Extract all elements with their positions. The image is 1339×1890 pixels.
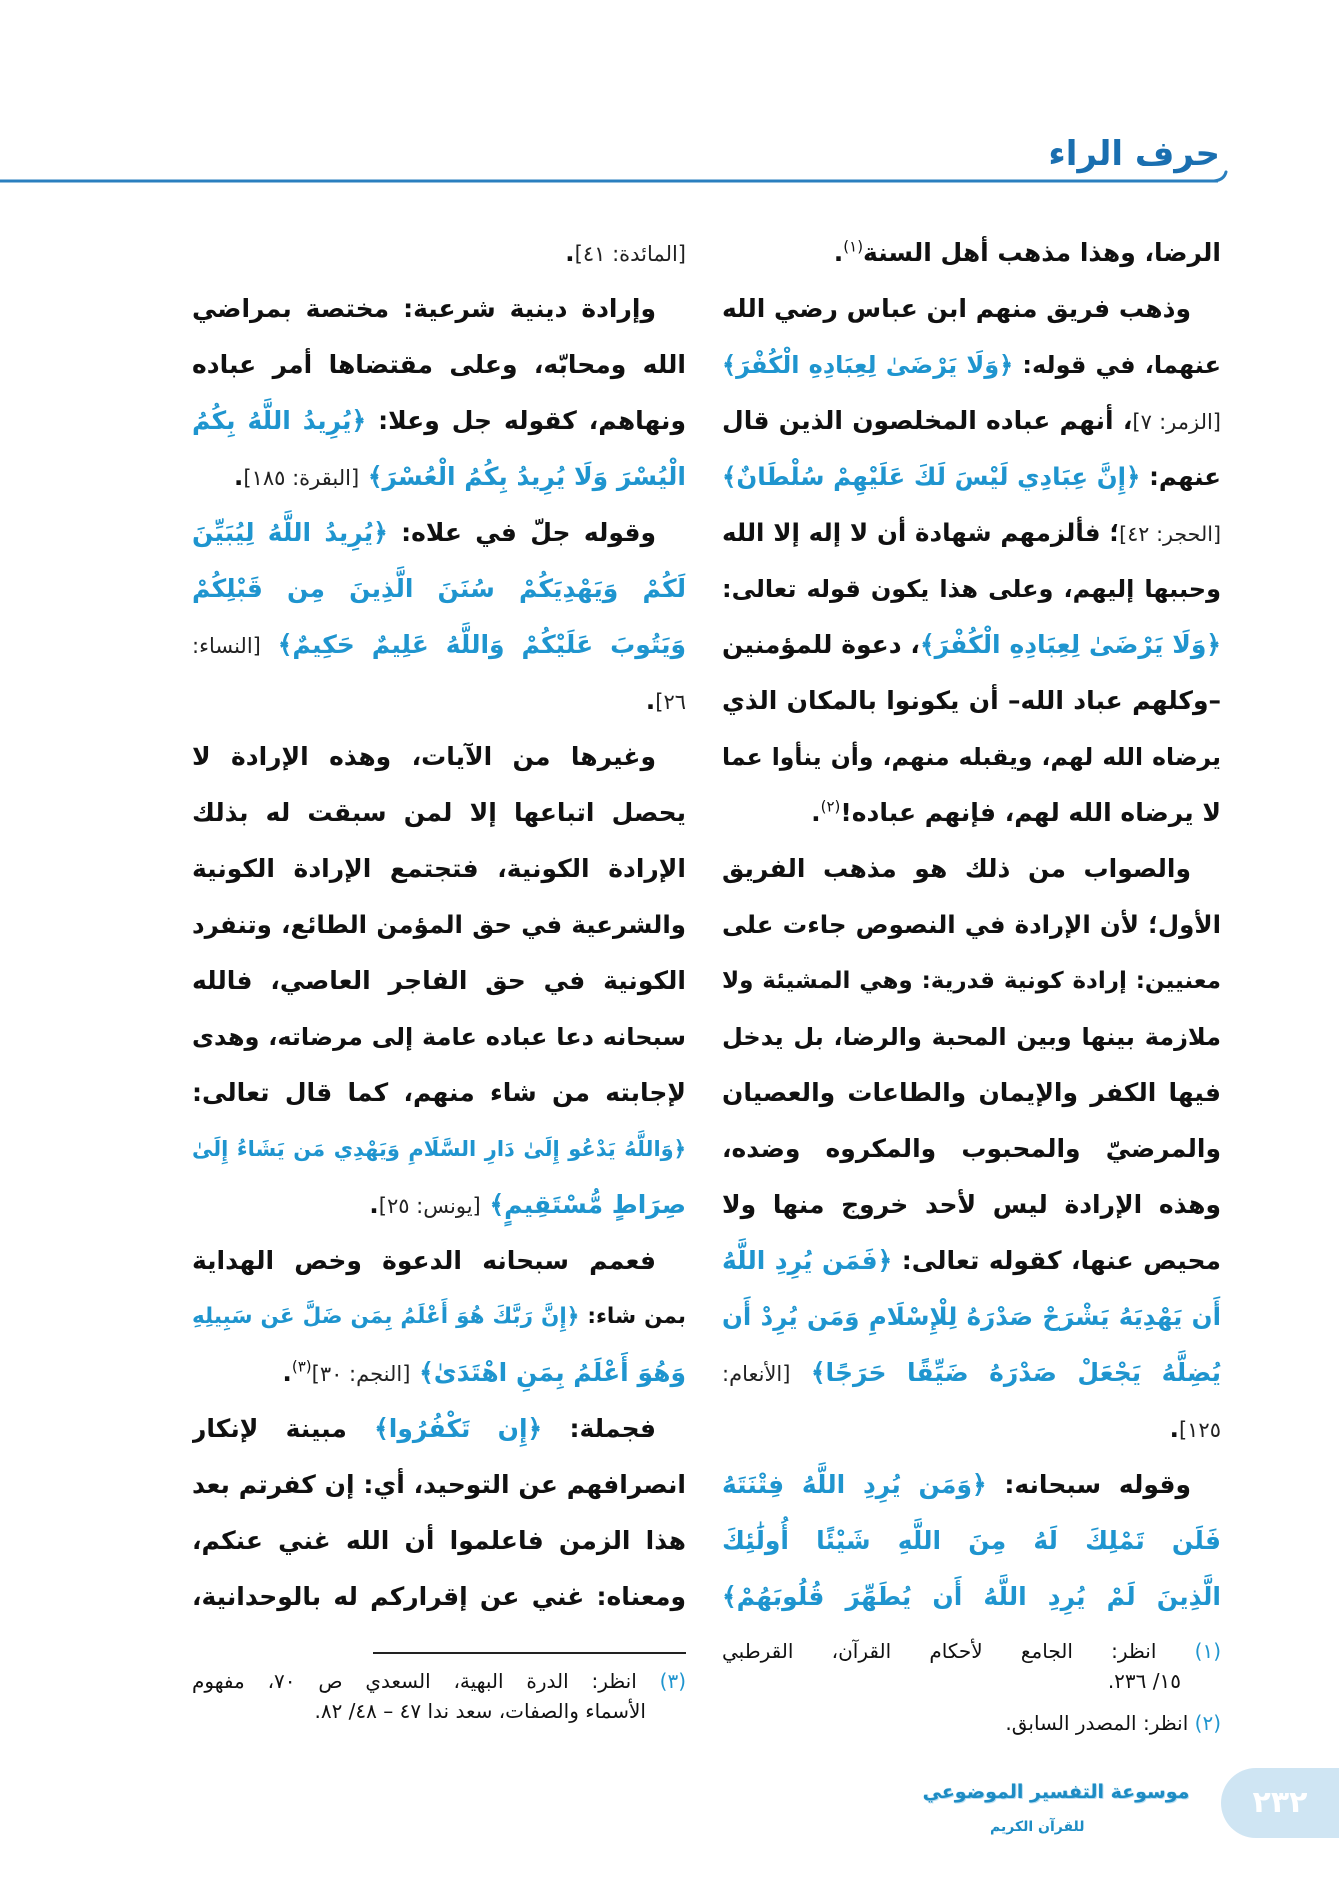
footnote (722, 1636, 1221, 1696)
paragraph (722, 225, 1221, 281)
body-text: هذا الزمن فاعلموا أن الله غني عنكم، (192, 1526, 686, 1555)
quran-verse: ﴿إِنَّ رَبَّكَ هُوَ أَعْلَمُ بِمَن ضَلَّ عَن سَبِيلِهِ (192, 1304, 580, 1329)
body-line (192, 729, 686, 785)
quran-verse: لَكُمْ وَيَهْدِيَكُمْ سُنَنَ الَّذِينَ مِن قَبْلِكُمْ (192, 574, 686, 603)
body-line (722, 1401, 1221, 1457)
body-line (192, 1513, 686, 1569)
body-line (722, 1233, 1221, 1289)
quran-verse: ﴿وَلَا يَرْضَىٰ لِعِبَادِهِ الْكُفْرَ﴾ (722, 351, 1014, 379)
quran-verse: الْيُسْرَ وَلَا يُرِيدُ بِكُمُ الْعُسْرَ﴾ (359, 462, 686, 491)
body-text: فعمم سبحانه الدعوة وخص الهداية (192, 1246, 656, 1275)
body-line (192, 1569, 686, 1625)
body-text: ، أنهم عباده المخلصون الذين قال (722, 406, 1133, 435)
body-text: وهذه الإرادة ليس لأحد خروج منها ولا (722, 1190, 1221, 1219)
body-text: عنهما، في قوله: (1013, 351, 1221, 379)
footnote (722, 1708, 1221, 1738)
body-line (722, 1569, 1221, 1625)
quran-verse: ﴿يُرِيدُ اللَّهُ لِيُبَيِّنَ (192, 518, 388, 547)
body-line (192, 393, 686, 449)
body-text: عنهم: (1140, 462, 1221, 491)
body-line (192, 281, 686, 337)
footnote (192, 1666, 686, 1726)
verse-citation: [المائدة: ٤١] (574, 242, 686, 266)
chapter-header: حرف الراء (1048, 134, 1220, 174)
paragraph (192, 505, 686, 729)
paragraph (192, 1233, 686, 1401)
body-line (722, 785, 1221, 841)
body-text: سبحانه دعا عباده عامة إلى مرضاته، وهدى (192, 1023, 686, 1051)
body-line (192, 1177, 686, 1233)
body-text: الرضا، وهذا مذهب أهل السنة (863, 238, 1221, 267)
body-line (722, 841, 1221, 897)
body-line (192, 1457, 686, 1513)
footnote-number: (٢) (1194, 1711, 1221, 1735)
footnote-line (192, 1666, 686, 1696)
encyclopedia-logo (920, 1768, 1192, 1844)
body-line (722, 337, 1221, 393)
header-rule (0, 170, 1339, 192)
footnote-ref: (٢) (820, 797, 841, 816)
body-text: . (1169, 1414, 1179, 1443)
verse-citation: [الأنعام: (722, 1362, 791, 1386)
paragraph (192, 281, 686, 505)
quran-verse: صِرَاطٍ مُّسْتَقِيمٍ﴾ (480, 1190, 686, 1219)
body-text: انصرافهم عن التوحيد، أي: إن كفرتم بعد (192, 1470, 686, 1499)
footnote-text: ١٥/ ٢٣٦. (1107, 1669, 1181, 1693)
body-line (722, 449, 1221, 505)
body-line (722, 281, 1221, 337)
body-line (722, 1065, 1221, 1121)
footnote-line (722, 1636, 1221, 1666)
quran-verse: ﴿يُرِيدُ اللَّهُ بِكُمُ (192, 406, 367, 435)
verse-citation: [يونس: ٢٥] (378, 1194, 481, 1218)
body-line (722, 561, 1221, 617)
body-line (192, 1065, 686, 1121)
body-text: . (282, 1358, 292, 1387)
body-text: وإرادة دينية شرعية: مختصة بمراضي (192, 294, 656, 323)
body-line (192, 449, 686, 505)
quran-verse: الَّذِينَ لَمْ يُرِدِ اللَّهُ أَن يُطَهِّرَ قُلُوبَهُمْ﴾ (722, 1582, 1221, 1611)
body-text: . (565, 238, 575, 267)
body-line (722, 1289, 1221, 1345)
body-text: وحببها إليهم، وعلى هذا يكون قوله تعالى: (722, 575, 1221, 603)
body-line (722, 617, 1221, 673)
footnote-ref: (١) (843, 237, 864, 256)
logo-subtitle: للقرآن الكريم (990, 1819, 1085, 1835)
footnote-number: (١) (1194, 1639, 1221, 1663)
body-line (192, 1289, 686, 1345)
body-line (192, 1121, 686, 1177)
quran-verse: ﴿وَمَن يُرِدِ اللَّهُ فِتْنَتَهُ (722, 1470, 987, 1499)
quran-verse: ﴿إِنَّ عِبَادِي لَيْسَ لَكَ عَلَيْهِمْ سُلْطَانٌ﴾ (722, 462, 1141, 491)
body-text: وذهب فريق منهم ابن عباس رضي الله (722, 294, 1191, 323)
body-line (192, 225, 686, 281)
paragraph (722, 1457, 1221, 1625)
body-text: فيها الكفر والإيمان والطاعات والعصيان (722, 1078, 1221, 1107)
verse-citation: [النساء: (192, 634, 261, 658)
verse-citation: [الزمر: ٧] (1132, 410, 1221, 434)
body-text: ونهاهم، كقوله جل وعلا: (366, 406, 686, 435)
footnotes-left (192, 1666, 686, 1726)
body-text: . (811, 798, 821, 827)
footnote-text: انظر: المصدر السابق. (1005, 1711, 1189, 1735)
body-line (192, 841, 686, 897)
footnote-text: انظر: الدرة البهية، السعدي ص ٧٠، مفهوم (192, 1669, 637, 1693)
body-text: . (233, 462, 244, 491)
verse-citation: [البقرة: ١٨٥] (243, 466, 360, 490)
body-text: يحصل اتباعها إلا لمن سبقت له بذلك (192, 798, 686, 827)
body-line (722, 1121, 1221, 1177)
footnote-separator (373, 1652, 686, 1654)
paragraph (192, 225, 686, 281)
body-text: فجملة: (542, 1414, 656, 1443)
body-line (192, 897, 686, 953)
quran-verse: ﴿إِن تَكْفُرُوا﴾ (374, 1414, 543, 1443)
body-text: . (369, 1190, 379, 1219)
quran-verse: فَلَن تَمْلِكَ لَهُ مِنَ اللَّهِ شَيْئًا أُولَٰئِكَ (722, 1526, 1221, 1555)
footnote-number: (٣) (659, 1669, 686, 1693)
body-text: معنيين: إرادة كونية قدرية: وهي المشيئة ولا (722, 968, 1221, 994)
body-text: ، دعوة للمؤمنين (722, 630, 920, 659)
body-text: وقوله جلّ في علاه: (387, 518, 656, 547)
body-text: . (645, 686, 656, 715)
body-text: وغيرها من الآيات، وهذه الإرادة لا (192, 742, 656, 771)
footnote-text: انظر: الجامع لأحكام القرآن، القرطبي (722, 1639, 1157, 1663)
body-line (192, 953, 686, 1009)
body-line (192, 505, 686, 561)
quran-verse: ﴿فَمَن يُرِدِ اللَّهُ (722, 1246, 893, 1275)
footnote-line (722, 1666, 1221, 1696)
footnote-line (192, 1696, 686, 1726)
body-line (722, 1177, 1221, 1233)
body-line (722, 729, 1221, 785)
body-text: مبينة لإنكار (192, 1414, 375, 1443)
body-text: الإرادة الكونية، فتجتمع الإرادة الكونية (192, 854, 686, 883)
body-line (722, 225, 1221, 281)
footnote-line (722, 1708, 1221, 1738)
page-number: ٢٣٢ (1221, 1768, 1339, 1838)
body-text: والمرضيّ والمحبوب والمكروه وضده، (722, 1134, 1221, 1163)
verse-citation: [النجم: ٣٠] (311, 1362, 411, 1386)
paragraph (722, 841, 1221, 1457)
body-line (722, 1345, 1221, 1401)
body-line (722, 1009, 1221, 1065)
verse-citation: ٢٦] (655, 690, 686, 714)
body-line (192, 617, 686, 673)
body-text: الله ومحابّه، وعلى مقتضاها أمر عباده (192, 350, 686, 379)
body-text: ملازمة بينها وبين المحبة والرضا، بل يدخل (722, 1023, 1221, 1051)
body-line (722, 505, 1221, 561)
body-line (722, 393, 1221, 449)
body-text: والصواب من ذلك هو مذهب الفريق (722, 854, 1191, 883)
body-line (192, 337, 686, 393)
body-text: الأول؛ لأن الإرادة في النصوص جاءت على (722, 910, 1221, 939)
footnote-text: الأسماء والصفات، سعد ندا ٤٧ – ٤٨/ ٨٢. (314, 1699, 646, 1723)
quran-verse: وَيَتُوبَ عَلَيْكُمْ وَاللَّهُ عَلِيمٌ حَكِيمٌ﴾ (260, 630, 686, 659)
body-line (722, 1513, 1221, 1569)
quran-verse: ﴿وَلَا يَرْضَىٰ لِعِبَادِهِ الْكُفْرَ﴾ (919, 630, 1221, 659)
body-line (192, 673, 686, 729)
body-line (192, 1345, 686, 1401)
body-line (722, 1457, 1221, 1513)
body-text: محيص عنها، كقوله تعالى: (892, 1246, 1221, 1275)
paragraph (722, 281, 1221, 841)
paragraph (192, 1401, 686, 1625)
body-text: ومعناه: غني عن إقراركم له بالوحدانية، (192, 1582, 686, 1611)
body-text: بمن شاء: (579, 1304, 686, 1329)
footnotes-right (722, 1636, 1221, 1738)
body-text: والشرعية في حق المؤمن الطائع، وتنفرد (192, 910, 686, 939)
verse-citation: ١٢٥] (1178, 1418, 1221, 1442)
body-line (722, 953, 1221, 1009)
body-text: الكونية في حق الفاجر العاصي، فالله (192, 966, 686, 995)
body-line (192, 1009, 686, 1065)
body-line (722, 897, 1221, 953)
footnote-ref: (٣) (291, 1357, 312, 1376)
body-line (192, 1401, 686, 1457)
paragraph (192, 729, 686, 1233)
body-line (192, 785, 686, 841)
body-line (722, 673, 1221, 729)
body-line (192, 561, 686, 617)
text-column-right (722, 225, 1221, 1625)
body-text: لا يرضاه الله لهم، فإنهم عباده! (840, 798, 1221, 827)
body-line (192, 1233, 686, 1289)
body-text: –وكلهم عباد الله– أن يكونوا بالمكان الذي (722, 686, 1221, 715)
text-column-left (192, 225, 686, 1625)
body-text: ؛ فألزمهم شهادة أن لا إله إلا الله (722, 518, 1120, 547)
body-text: لإجابته من شاء منهم، كما قال تعالى: (192, 1078, 686, 1107)
body-text: يرضاه الله لهم، ويقبله منهم، وأن ينأوا عما (722, 743, 1221, 771)
quran-verse: وَهُوَ أَعْلَمُ بِمَنِ اهْتَدَىٰ﴾ (410, 1358, 686, 1387)
quran-verse: أَن يَهْدِيَهُ يَشْرَحْ صَدْرَهُ لِلْإِسْلَامِ وَمَن يُرِدْ أَن (722, 1302, 1221, 1331)
verse-citation: [الحجر: ٤٢] (1119, 522, 1221, 546)
quran-verse: ﴿وَاللَّهُ يَدْعُو إِلَىٰ دَارِ السَّلَامِ وَيَهْدِي مَن يَشَاءُ إِلَىٰ (192, 1137, 686, 1161)
logo-title: موسوعة التفسير الموضوعي (922, 1781, 1190, 1803)
body-text: . (833, 238, 844, 267)
quran-verse: يُضِلَّهُ يَجْعَلْ صَدْرَهُ ضَيِّقًا حَرَجًا﴾ (790, 1358, 1221, 1387)
body-text: وقوله سبحانه: (986, 1470, 1192, 1499)
